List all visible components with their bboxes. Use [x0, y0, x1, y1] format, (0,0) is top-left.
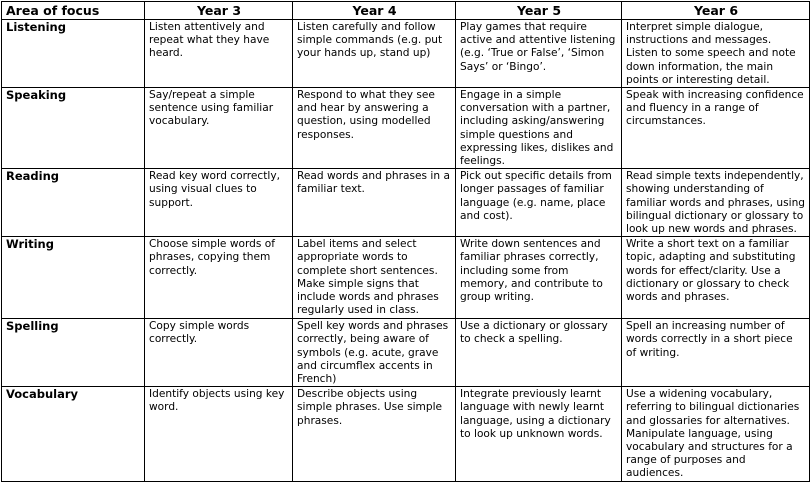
cell-reading-year-4: Read words and phrases in a familiar text.: [293, 169, 456, 237]
cell-spelling-year-6: Spell an increasing number of words correctly in a short piece of writing.: [622, 319, 810, 387]
cell-reading-year-6: Read simple texts independently, showing understanding of familiar words and phrases, using bilingual dictionary or glossary to look up new words and phrases.: [622, 169, 810, 237]
cell-listening-year-3: Listen attentively and repeat what they have heard.: [145, 20, 293, 88]
cell-vocabulary-year-6: Use a widening vocabulary, referring to bilingual dictionaries and glossaries for alternatives. Manipulate language, using vocabulary and structures for a range of purposes and audiences.: [622, 387, 810, 482]
cell-speaking-year-4: Respond to what they see and hear by answering a question, using modelled responses.: [293, 88, 456, 169]
cell-writing-year-3: Choose simple words of phrases, copying them correctly.: [145, 237, 293, 319]
cell-writing-year-6: Write a short text on a familiar topic, adapting and substituting words for effect/clarity. Use a dictionary or glossary to check words and phrases.: [622, 237, 810, 319]
cell-speaking-year-6: Speak with increasing confidence and fluency in a range of circumstances.: [622, 88, 810, 169]
cell-writing-year-4: Label items and select appropriate words to complete short sentences. Make simple signs that include words and phrases regularly used in class.: [293, 237, 456, 319]
table-row-spelling: [2, 319, 810, 387]
cell-reading-year-5: Pick out specific details from longer passages of familiar language (e.g. name, place and cost).: [456, 169, 622, 237]
header-year-5: Year 5: [456, 2, 622, 20]
cell-spelling-year-4: Spell key words and phrases correctly, being aware of symbols (e.g. acute, grave and circumflex accents in French): [293, 319, 456, 387]
cell-spelling-year-3: Copy simple words correctly.: [145, 319, 293, 387]
table-row-reading: [2, 169, 810, 237]
area-label-speaking: Speaking: [2, 88, 145, 169]
cell-speaking-year-3: Say/repeat a simple sentence using familiar vocabulary.: [145, 88, 293, 169]
cell-listening-year-4: Listen carefully and follow simple commands (e.g. put your hands up, stand up): [293, 20, 456, 88]
area-label-reading: Reading: [2, 169, 145, 237]
area-label-listening: Listening: [2, 20, 145, 88]
table-row-listening: [2, 20, 810, 88]
table-row-writing: [2, 237, 810, 319]
cell-writing-year-5: Write down sentences and familiar phrases correctly, including some from memory, and contribute to group writing.: [456, 237, 622, 319]
curriculum-table: [1, 1, 810, 482]
cell-speaking-year-5: Engage in a simple conversation with a partner, including asking/answering simple questions and expressing likes, dislikes and feelings.: [456, 88, 622, 169]
table-row-speaking: [2, 88, 810, 169]
cell-vocabulary-year-4: Describe objects using simple phrases. Use simple phrases.: [293, 387, 456, 482]
header-area-of-focus: Area of focus: [2, 2, 145, 20]
area-label-writing: Writing: [2, 237, 145, 319]
cell-spelling-year-5: Use a dictionary or glossary to check a spelling.: [456, 319, 622, 387]
header-year-3: Year 3: [145, 2, 293, 20]
header-row: [2, 2, 810, 20]
area-label-vocabulary: Vocabulary: [2, 387, 145, 482]
header-year-4: Year 4: [293, 2, 456, 20]
cell-listening-year-6: Interpret simple dialogue, instructions and messages. Listen to some speech and note down information, the main points or interesting detail.: [622, 20, 810, 88]
cell-reading-year-3: Read key word correctly, using visual clues to support.: [145, 169, 293, 237]
header-year-6: Year 6: [622, 2, 810, 20]
cell-listening-year-5: Play games that require active and attentive listening (e.g. ‘True or False’, ‘Simon Says’ or ‘Bingo’.: [456, 20, 622, 88]
cell-vocabulary-year-5: Integrate previously learnt language with newly learnt language, using a dictionary to look up unknown words.: [456, 387, 622, 482]
table-row-vocabulary: [2, 387, 810, 482]
area-label-spelling: Spelling: [2, 319, 145, 387]
cell-vocabulary-year-3: Identify objects using key word.: [145, 387, 293, 482]
